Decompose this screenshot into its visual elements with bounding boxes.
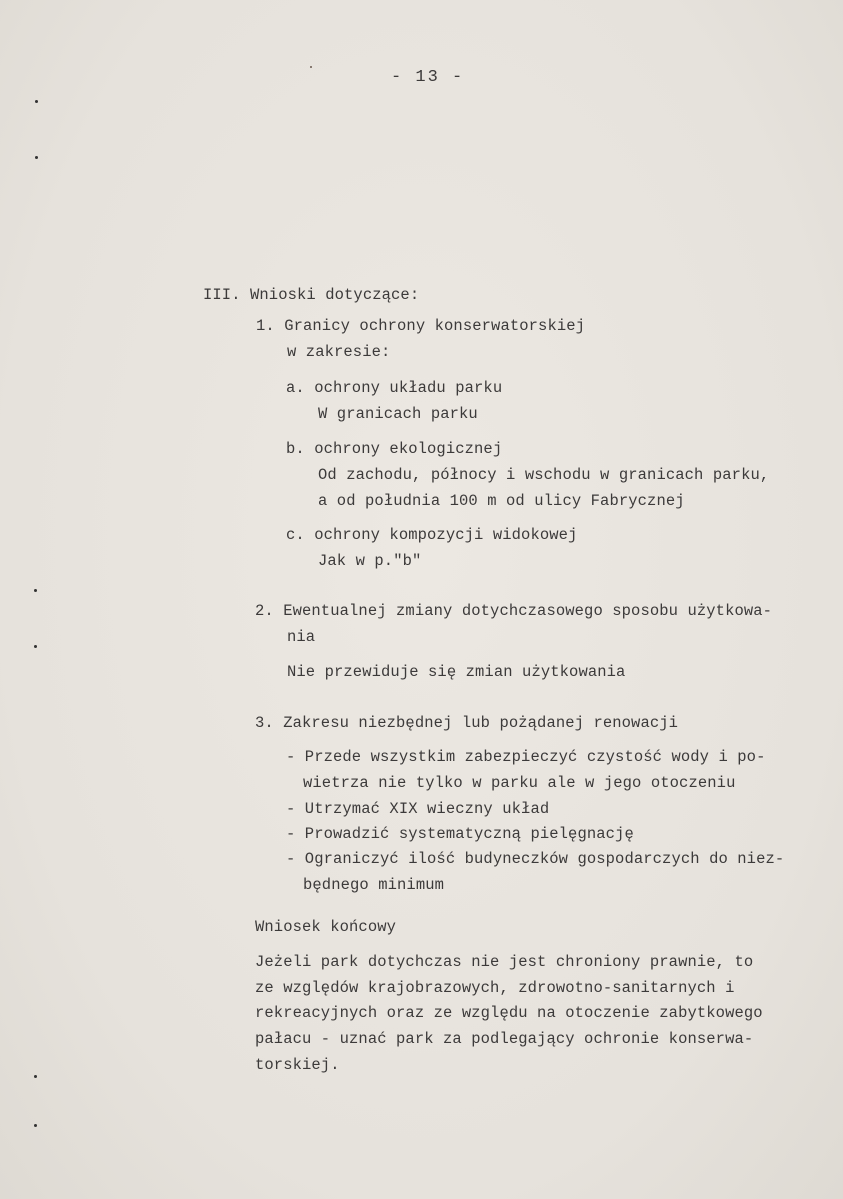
item2-title: 2. Ewentualnej zmiany dotychczasowego sposobu użytkowa-: [255, 602, 773, 620]
margin-mark: [34, 1124, 37, 1127]
item1c-text: Jak w p."b": [318, 552, 422, 570]
conclusion-line: torskiej.: [255, 1056, 340, 1074]
conclusion-line: rekreacyjnych oraz ze względu na otoczenie zabytkowego: [255, 1004, 763, 1022]
margin-mark: [35, 156, 38, 159]
page-number: - 13 -: [391, 68, 465, 87]
item3-bullet: - Utrzymać XIX wieczny układ: [286, 800, 550, 818]
item1a-text: W granicach parku: [318, 405, 478, 423]
item2-title-cont: nia: [287, 628, 316, 646]
margin-mark: [34, 1075, 37, 1078]
item3-title: 3. Zakresu niezbędnej lub pożądanej renowacji: [255, 714, 679, 732]
margin-mark: [35, 100, 38, 103]
item1-title: 1. Granicy ochrony konserwatorskiej: [256, 317, 586, 335]
item2-text: Nie przewiduje się zmian użytkowania: [287, 663, 626, 681]
conclusion-line: Jeżeli park dotychczas nie jest chroniony prawnie, to: [255, 953, 754, 971]
margin-mark: [34, 589, 37, 592]
item3-bullet-cont: wietrza nie tylko w parku ale w jego otoczeniu: [303, 774, 736, 792]
paper-speck: [310, 66, 312, 68]
conclusion-line: pałacu - uznać park za podlegający ochronie konserwa-: [255, 1030, 754, 1048]
item1a-title: a. ochrony układu parku: [286, 379, 503, 397]
item1-title-cont: w zakresie:: [287, 343, 391, 361]
section-heading: III. Wnioski dotyczące:: [203, 286, 420, 304]
item1b-title: b. ochrony ekologicznej: [286, 440, 503, 458]
item1c-title: c. ochrony kompozycji widokowej: [286, 526, 578, 544]
margin-mark: [34, 645, 37, 648]
item1b-text: a od południa 100 m od ulicy Fabrycznej: [318, 492, 685, 510]
item3-bullet: - Prowadzić systematyczną pielęgnację: [286, 825, 634, 843]
item3-bullet-cont: będnego minimum: [303, 876, 445, 894]
item3-bullet: - Ograniczyć ilość budyneczków gospodarczych do niez-: [286, 850, 785, 868]
conclusion-title: Wniosek końcowy: [255, 918, 397, 936]
item1b-text: Od zachodu, północy i wschodu w granicach parku,: [318, 466, 770, 484]
item3-bullet: - Przede wszystkim zabezpieczyć czystość wody i po-: [286, 748, 766, 766]
conclusion-line: ze względów krajobrazowych, zdrowotno-sanitarnych i: [255, 979, 735, 997]
